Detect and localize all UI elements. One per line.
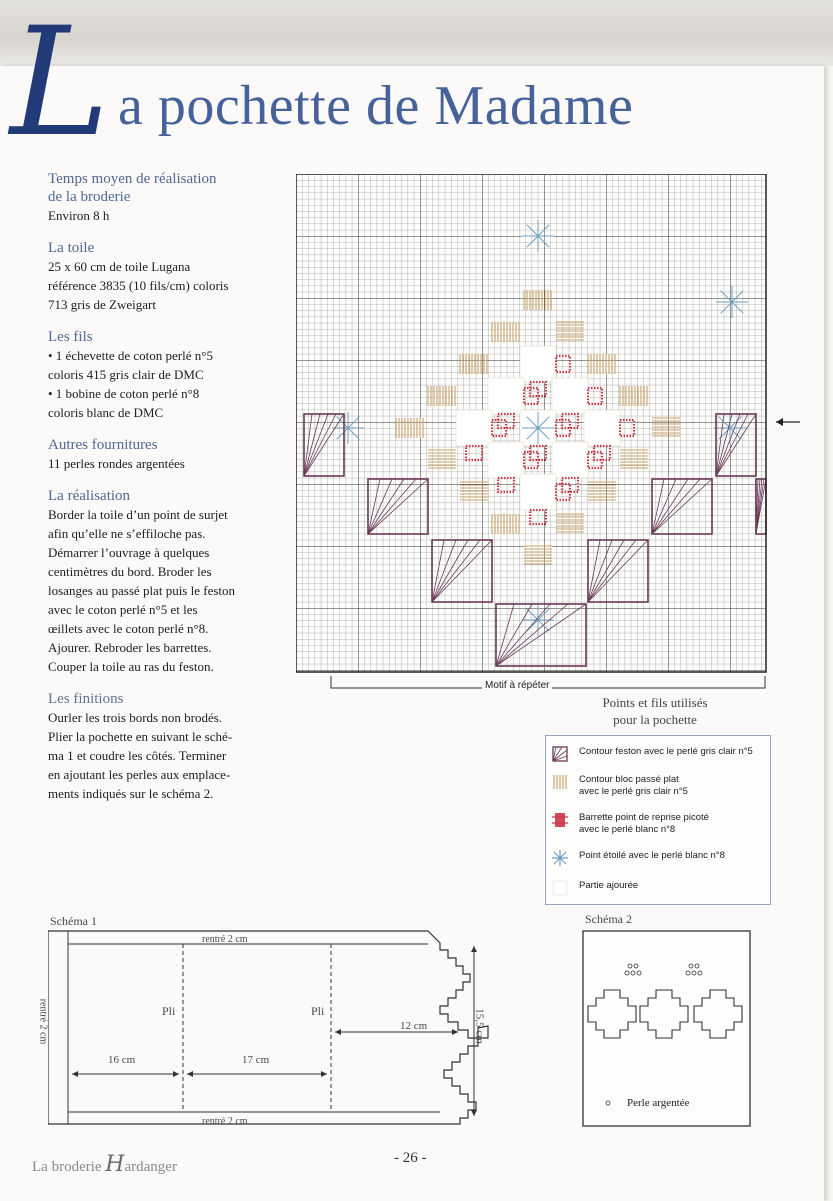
section-fabric [48, 239, 288, 314]
schema1-dim-12: 12 cm [400, 1020, 428, 1032]
section-finishing [48, 690, 288, 803]
row-arrow-icon [774, 415, 804, 429]
satin-block [524, 546, 552, 564]
schema1-dim-16: 16 cm [108, 1054, 136, 1066]
legend-label: Contour bloc passé plat avec le perlé gris clair n°5 [579, 774, 688, 797]
cutwork-icon [552, 880, 568, 896]
section-time [48, 170, 288, 225]
section-heading: La réalisation [48, 488, 131, 504]
section-heading: La toile [48, 240, 95, 256]
cutwork-square [552, 378, 588, 414]
satin-block [620, 450, 648, 468]
feston-icon [552, 746, 568, 762]
satin-block [556, 514, 584, 532]
schema1-diagram [48, 928, 508, 1132]
section-heading: Temps moyen de réalisation de la broderie [48, 171, 217, 205]
section-threads [48, 328, 288, 422]
section-body: Border la toile d’un point de surjet afin qu’elle ne s’effiloche pas. Démarrer l’ouvrage à quelques centimètres du bord. Broder les losanges au passé plat puis le feston avec le coton perlé n°5 et les œillets avec le coton perlé n°8. Ajourer. Rebroder les barrettes. Couper la toile au ras du feston. [48, 507, 236, 674]
schema1-label: Schéma 1 [50, 914, 97, 928]
cutwork-square [488, 378, 524, 414]
title-initial: L [10, 0, 110, 170]
top-photo-strip [0, 0, 833, 66]
legend-label: Barrette point de reprise picoté avec le perlé blanc n°8 [579, 812, 709, 835]
satin-block [460, 482, 488, 500]
section-heading: Les finitions [48, 691, 124, 707]
section-method [48, 487, 288, 676]
section-heading: Autres fournitures [48, 437, 158, 453]
embroidery-chart [296, 174, 768, 674]
star-eyelet-icon [552, 850, 568, 866]
chart-grid [296, 174, 768, 674]
cutwork-square [456, 410, 492, 446]
section-body: 25 x 60 cm de toile Lugana référence 3835 (10 fils/cm) coloris 713 gris de Zweigart [48, 259, 229, 312]
cutwork-square [520, 346, 556, 382]
section-supplies [48, 436, 288, 473]
schema2-pearl-label: Perle argentée [627, 1097, 690, 1109]
section-body: Environ 8 h [48, 208, 110, 223]
section-body: Ourler les trois bords non brodés. Plier la pochette en suivant le sché- ma 1 et coudre les côtés. Terminer en ajoutant les perles aux emplace- ments indiqués sur le schéma 2. [48, 710, 233, 801]
schema1-top-hem: rentré 2 cm [202, 934, 248, 945]
satin-block [652, 418, 680, 436]
satin-block [588, 482, 616, 500]
legend-label: Point étoilé avec le perlé blanc n°8 [579, 850, 725, 861]
schema1-height: 15,5 cm [473, 1008, 486, 1044]
satin-block [556, 322, 584, 340]
legend-label: Partie ajourée [579, 880, 639, 891]
star-eyelet [522, 220, 554, 252]
schema1-dim-17: 17 cm [242, 1054, 270, 1066]
star-eyelet [522, 412, 554, 444]
section-heading: Les fils [48, 329, 93, 345]
repeat-caption: Motif à répéter [482, 680, 552, 691]
footer-brand-a: La broderie [32, 1159, 106, 1175]
stitch-legend [545, 735, 771, 905]
section-body: 11 perles rondes argentées [48, 456, 185, 471]
legend-label: Contour feston avec le perlé gris clair n°5 [579, 746, 753, 757]
section-body: • 1 échevette de coton perlé n°5 coloris 415 gris clair de DMC • 1 bobine de coton perlé n°8 coloris blanc de DMC [48, 348, 213, 420]
star-eyelet [332, 412, 364, 444]
cutwork-square [584, 410, 620, 446]
schema2-label: Schéma 2 [585, 912, 632, 926]
footer-brand [32, 1152, 177, 1177]
schema1-fold-2: Pli [311, 1004, 325, 1018]
cutwork-square [552, 442, 588, 478]
schema1-fold-1: Pli [162, 1004, 176, 1018]
star-eyelet [716, 286, 748, 318]
satin-block [428, 450, 456, 468]
footer-brand-initial: H [105, 1152, 125, 1177]
instructions-column [48, 170, 288, 817]
page-number: - 26 - [394, 1150, 427, 1166]
footer-brand-c: ardanger [124, 1159, 177, 1175]
page-title: a pochette de Madame [118, 75, 634, 137]
schema1-left-hem: rentré 2 cm [37, 998, 49, 1045]
satin-block-icon [552, 774, 568, 790]
woven-bar-icon [552, 812, 568, 828]
schema1-bottom-hem: rentré 2 cm [202, 1116, 248, 1127]
cutwork-square [520, 474, 556, 510]
cutwork-square [488, 442, 524, 478]
legend-title: Points et fils utilisés pour la pochette [602, 695, 708, 727]
